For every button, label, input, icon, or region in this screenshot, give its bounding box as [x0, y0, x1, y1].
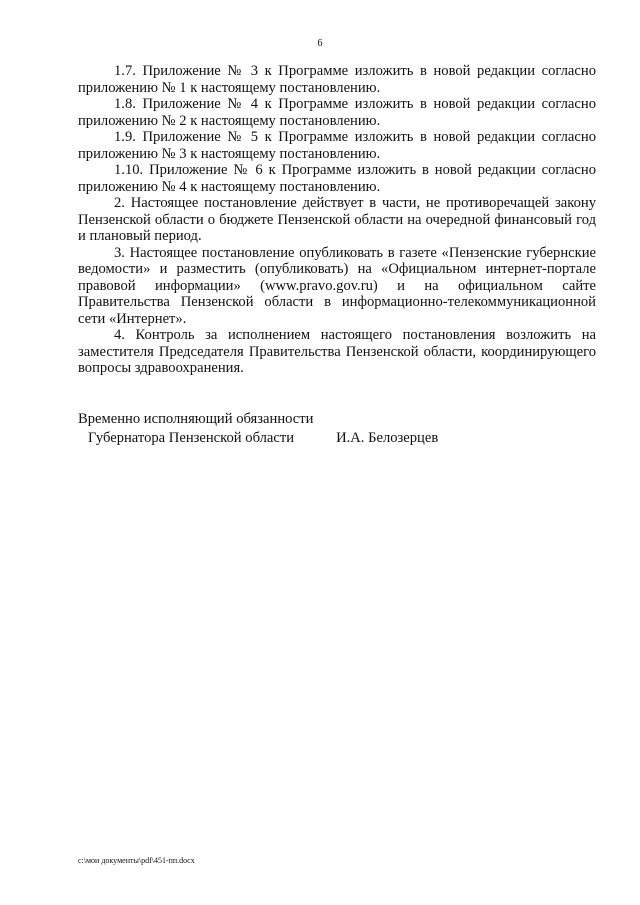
page-number: 6	[317, 38, 323, 49]
paragraph-4: 4. Контроль за исполнением настоящего постановления возложить на заместителя Председателя Правительства Пензенской области, координирующего вопросы здравоохранения.	[78, 327, 596, 376]
document-body	[78, 63, 596, 377]
paragraph-1-7: 1.7. Приложение № 3 к Программе изложить в новой редакции согласно приложению № 1 к настоящему постановлению.	[78, 63, 596, 96]
paragraph-3: 3. Настоящее постановление опубликовать в газете «Пензенские губернские ведомости» и разместить (опубликовать) на «Официальном интернет-портале правовой информации» (www.pravo.gov.ru) и на официальном сайте Правительства Пензенской области в информационно-телекоммуникационной сети «Интернет».	[78, 244, 596, 327]
paragraph-1-10: 1.10. Приложение № 6 к Программе изложить в новой редакции согласно приложению № 4 к настоящему постановлению.	[78, 162, 596, 195]
signatory-position-line2: Губернатора Пензенской области	[88, 430, 295, 446]
paragraph-1-8: 1.8. Приложение № 4 к Программе изложить в новой редакции согласно приложению № 2 к настоящему постановлению.	[78, 96, 596, 129]
paragraph-2: 2. Настоящее постановление действует в части, не противоречащей закону Пензенской области о бюджете Пензенской области на очередной финансовый год и плановый период.	[78, 195, 596, 244]
signatory-name: И.А. Белозерцев	[336, 430, 439, 446]
signature-block	[78, 410, 598, 448]
footer-file-path: c:\мои документы\pdf\451-пп.docx	[78, 856, 195, 865]
signatory-position-row	[78, 429, 598, 448]
paragraph-1-9: 1.9. Приложение № 5 к Программе изложить в новой редакции согласно приложению № 3 к настоящему постановлению.	[78, 129, 596, 162]
signatory-position-line1: Временно исполняющий обязанности	[78, 411, 314, 427]
